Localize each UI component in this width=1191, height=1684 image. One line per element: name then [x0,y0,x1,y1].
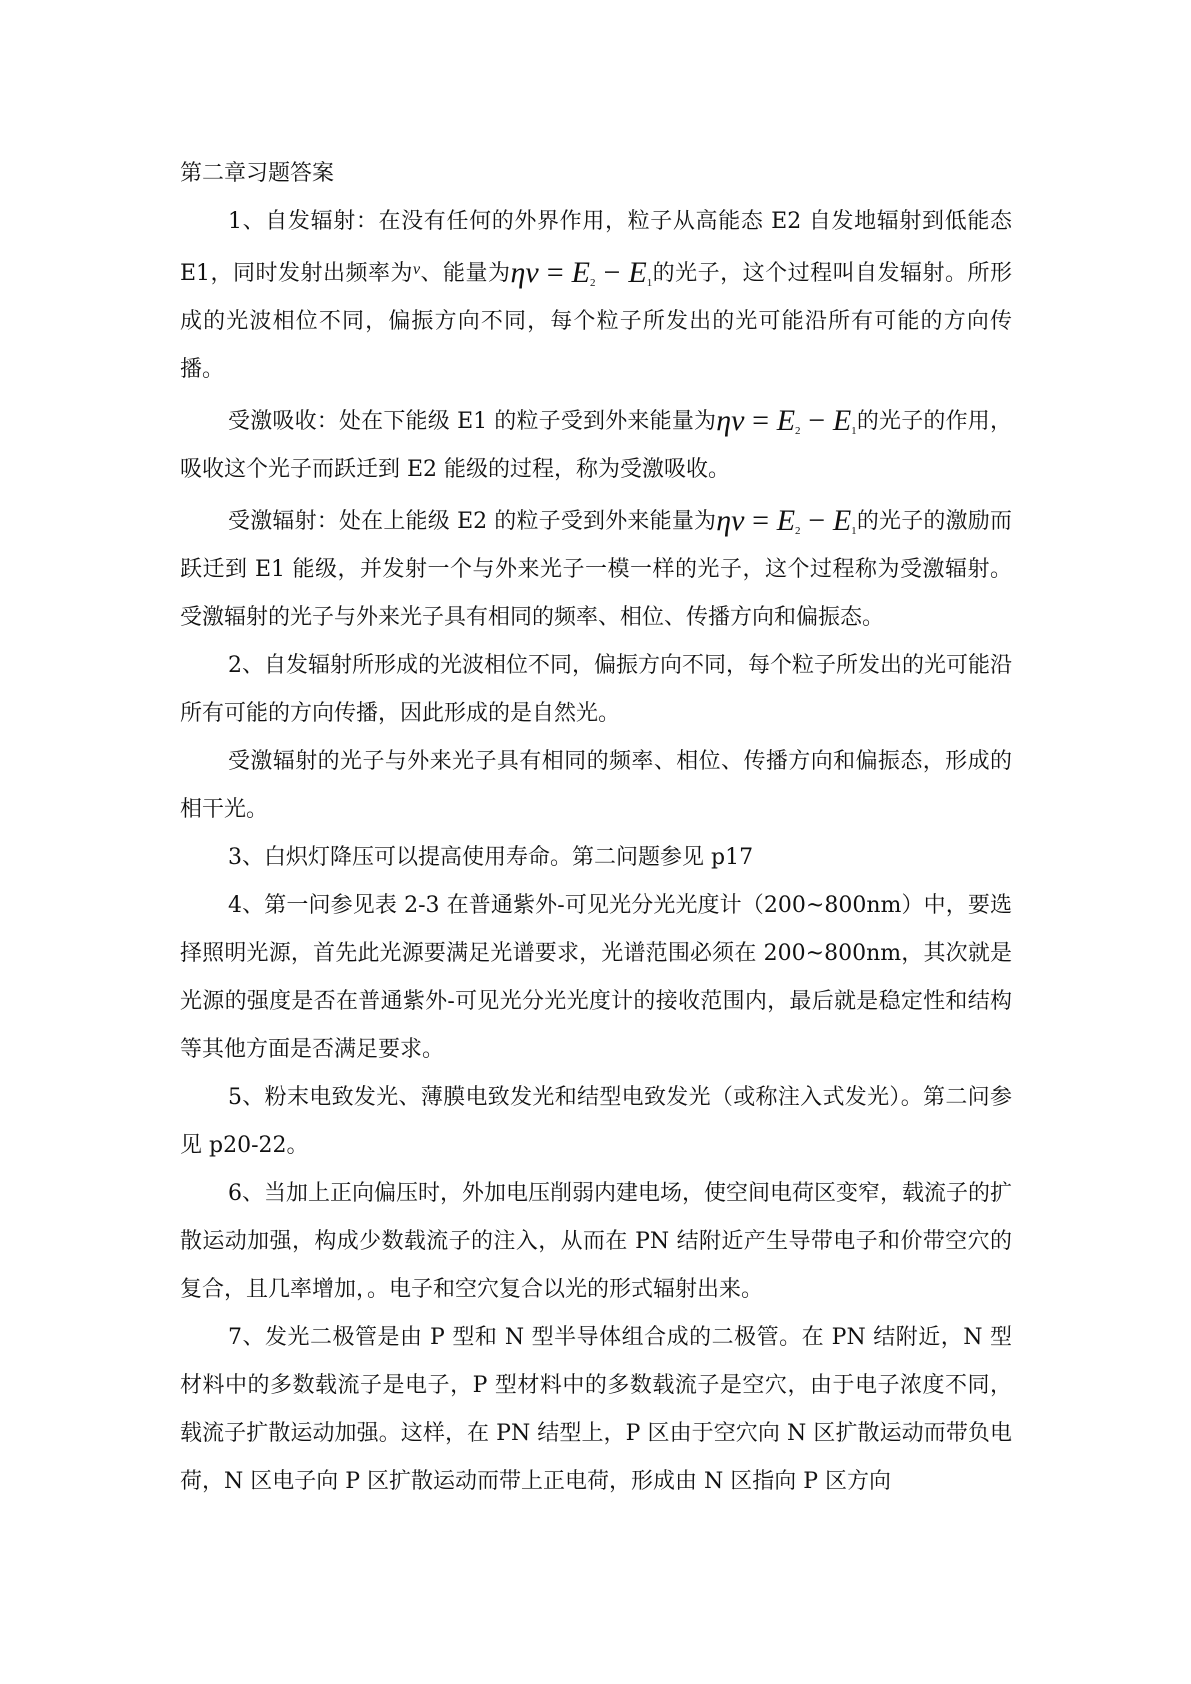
text-segment: 1、自发辐射：在没有任何的外界作用，粒子从高能态 E2 自发地辐射到低能态 E1，同时发射出频率为 [180,209,1012,286]
page-title: 第二章习题答案 [180,161,335,186]
paragraph-coherent-light: 受激辐射的光子与外来光子具有相同的频率、相位、传播方向和偏振态，形成的相干光。 [180,749,1012,822]
text-segment: 、能量为 [420,261,511,286]
paragraph-answer-6: 6、当加上正向偏压时，外加电压削弱内建电场，使空间电荷区变窄，载流子的扩散运动加强，构成少数载流子的注入，从而在 PN 结附近产生导带电子和价带空穴的复合，且几率增加，。电子和空穴复合以光的形式辐射出来。 [180,1181,1012,1302]
photon-energy-formula: $\eta\nu = E_2 - E_1$ [716,404,857,437]
paragraph-answer-3: 3、白炽灯降压可以提高使用寿命。第二问题参见 p17 [228,845,754,870]
nu-symbol: ν [412,261,421,278]
paragraph-answer-5: 5、粉末电致发光、薄膜电致发光和结型电致发光（或称注入式发光）。第二问参见 p20-22。 [180,1085,1012,1158]
document-page [180,150,1012,1506]
paragraph-stimulated-emission [180,498,1012,642]
paragraph-answer-7: 7、发光二极管是由 P 型和 N 型半导体组合成的二极管。在 PN 结附近，N 型材料中的多数载流子是电子，P 型材料中的多数载流子是空穴，由于电子浓度不同，载流子扩散运动加强。这样，在 PN 结型上，P 区由于空穴向 N 区扩散运动而带负电荷，N 区电子向 P 区扩散运动而带上正电荷，形成由 N 区指向 P 区方向 [180,1325,1012,1494]
text-segment: 受激辐射：处在上能级 E2 的粒子受到外来能量为 [228,509,717,534]
paragraph-spontaneous-emission [180,198,1012,394]
text-segment: 的光子的作用，吸收这个光子而跃迁到 E2 能级的过程，称为受激吸收。 [180,409,1012,482]
text-segment: 受激吸收：处在下能级 E1 的粒子受到外来能量为 [228,409,717,434]
text-segment: 的光子的激励而跃迁到 E1 能级，并发射一个与外来光子一模一样的光子，这个过程称为受激辐射。受激辐射的光子与外来光子具有相同的频率、相位、传播方向和偏振态。 [180,509,1012,630]
paragraph-answer-2: 2、自发辐射所形成的光波相位不同，偏振方向不同，每个粒子所发出的光可能沿所有可能的方向传播，因此形成的是自然光。 [180,653,1012,726]
photon-energy-formula: $\eta\nu = E_2 - E_1$ [510,256,653,289]
photon-energy-formula: $\eta\nu = E_2 - E_1$ [716,504,857,537]
paragraph-answer-4: 4、第一问参见表 2-3 在普通紫外-可见光分光光度计（200~800nm）中，要选择照明光源，首先此光源要满足光谱要求，光谱范围必须在 200~800nm，其次就是光源的强度是否在普通紫外-可见光分光光度计的接收范围内，最后就是稳定性和结构等其他方面是否满足要求。 [180,893,1012,1062]
text-segment: 的光子，这个过程叫自发辐射。所形成的光波相位不同，偏振方向不同，每个粒子所发出的光可能沿所有可能的方向传播。 [180,261,1012,382]
paragraph-stimulated-absorption [180,398,1012,494]
